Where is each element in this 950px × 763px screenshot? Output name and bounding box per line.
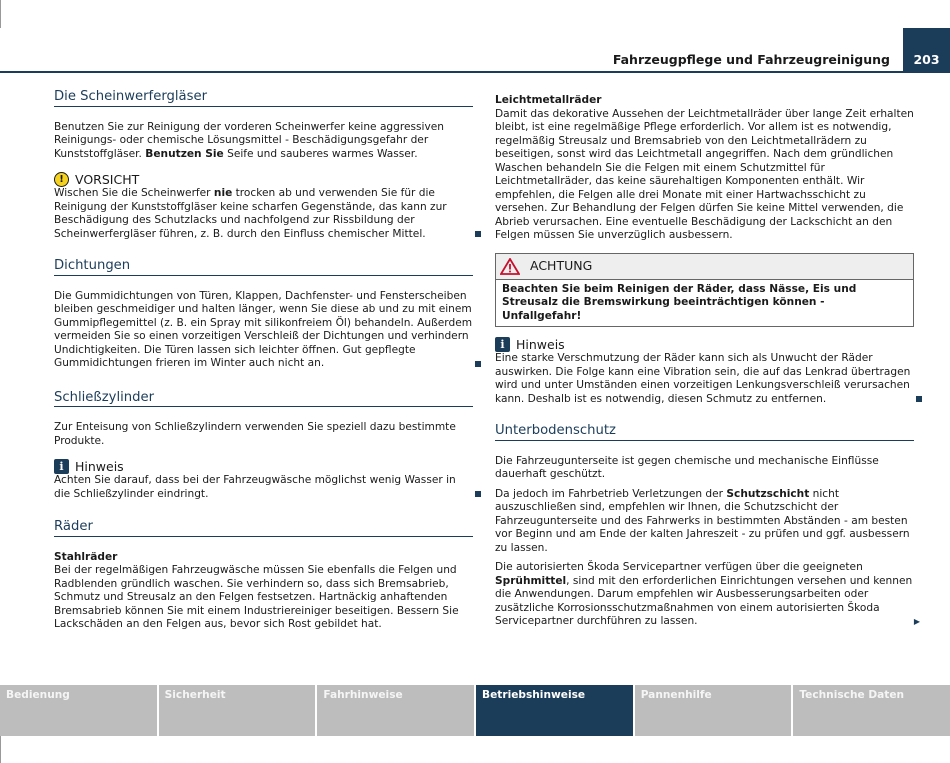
- section-end-marker: [475, 231, 481, 237]
- chapter-tab-betriebshinweise[interactable]: Betriebshinweise: [476, 685, 635, 736]
- info-icon: i: [495, 337, 510, 352]
- paragraph-leichtmetallraeder: Damit das dekorative Aussehen der Leichtmetallräder über lange Zeit erhalten bleibt, ist eine regelmäßige Pflege erforderlich. Vor allem ist es notwendig, regelmäßig Streusalz und Bremsabrieb von den Leichtmetallrädern zu beseitigen, sonst wird das Leichtmetall angegriffen. Nach dem gründlichen Waschen behandeln Sie die Felgen mit einem Schutzmittel für Leichtmetallräder, das keine säurehaltigen Komponenten enthält. Wir empfehlen, die Felgen alle drei Monate mit einer Hartwachsschicht zu versehen. Zur Behandlung der Felgen dürfen Sie keine Mittel verwenden, die Abrieb verursachen. Eine eventuelle Beschädigung der Lackschicht an den Felgen müssen Sie unverzüglich ausbessern.: [495, 107, 914, 241]
- caution-icon: !: [54, 172, 69, 187]
- chapter-title: Fahrzeugpflege und Fahrzeugreinigung: [612, 52, 890, 67]
- section-heading-unterbodenschutz: Unterbodenschutz: [495, 424, 914, 441]
- bold-run: Benutzen Sie: [145, 147, 224, 160]
- chapter-tab-fahrhinweise[interactable]: Fahrhinweise: [317, 685, 476, 736]
- section-heading-raeder: Räder: [54, 520, 473, 537]
- section-end-marker: [475, 491, 481, 497]
- left-column: [54, 90, 473, 632]
- warning-box: [495, 253, 914, 328]
- info-icon: i: [54, 459, 69, 474]
- warning-text: Beachten Sie beim Reinigen der Räder, dass Nässe, Eis und Streusalz die Bremswirkung beeinträchtigen können - Unfallgefahr!: [502, 282, 857, 322]
- note-text: [495, 352, 914, 406]
- bold-run: Schutzschicht: [726, 487, 810, 500]
- warning-title: ACHTUNG: [530, 258, 593, 274]
- section-end-marker: [916, 396, 922, 402]
- text-run: Achten Sie darauf, dass bei der Fahrzeugwäsche möglichst wenig Wasser in die Schließzylinder eindringt.: [54, 474, 456, 500]
- bold-run: Sprühmittel: [495, 574, 567, 587]
- subheading-leichtmetallraeder: Leichtmetallräder: [495, 94, 602, 106]
- paragraph-unterboden-1: Die Fahrzeugunterseite ist gegen chemische und mechanische Einflüsse dauerhaft geschützt.: [495, 454, 879, 480]
- text-run: Da jedoch im Fahrbetrieb Verletzungen der: [495, 487, 727, 500]
- section-heading-scheinwerfer: Die Scheinwerfergläser: [54, 90, 473, 107]
- text-run: Seife und sauberes warmes Wasser.: [223, 147, 418, 160]
- page-number: 203: [903, 28, 950, 73]
- caution-header: [54, 172, 473, 187]
- chapter-tab-pannenhilfe[interactable]: Pannenhilfe: [635, 685, 794, 736]
- note-title: Hinweis: [75, 458, 124, 474]
- caution-title: VORSICHT: [75, 171, 140, 187]
- text-run: Eine starke Verschmutzung der Räder kann sich als Unwucht der Räder auswirken. Die Folge kann eine Vibration sein, die auf das Lenkrad übertragen wird und unter Umständen einen vorzeitigen Lenkungsverschleiß verursachen kann. Deshalb ist es notwendig, diesen Schmutz zu entfernen.: [495, 352, 911, 405]
- text-run: Benutzen Sie zur Reinigung der vorderen Scheinwerfer keine aggressiven Reinigungs- oder chemische Lösungsmittel - Beschädigungsgefahr der Kunststoffgläser.: [54, 120, 445, 160]
- paragraph-unterboden-2: [495, 488, 914, 556]
- note-title: Hinweis: [516, 336, 565, 352]
- text-run: , sind mit den erforderlichen Einrichtungen versehen und kennen die Anwendungen. Darum empfehlen wir Ausbesserungsarbeiten oder zusätzliche Korrosionsschutzmaßnahmen von einem autorisierten Škoda Servicepartner durchführen zu lassen.: [495, 574, 913, 627]
- text-run: nicht auszuschließen sind, empfehlen wir Ihnen, die Schutzschicht der Fahrzeugunterseite und des Fahrwerks in bestimmten Abständen - am besten vor Beginn und am Ende der kalten Jahreszeit - zu prüfen und ggf. ausbessern zu lassen.: [495, 487, 910, 554]
- caution-text: [54, 187, 473, 241]
- section-heading-schliesszylinder: Schließzylinder: [54, 391, 473, 408]
- chapter-tab-bedienung[interactable]: Bedienung: [0, 685, 159, 736]
- paragraph-unterboden-3: [495, 561, 920, 629]
- note-header: [54, 459, 473, 474]
- warning-triangle-icon: [500, 258, 520, 275]
- chapter-tab-technische-daten[interactable]: Technische Daten: [793, 685, 950, 736]
- note-header: [495, 337, 914, 352]
- section-end-marker: [475, 361, 481, 367]
- section-heading-dichtungen: Dichtungen: [54, 259, 473, 276]
- text-run: Die Gummidichtungen von Türen, Klappen, Dachfenster- und Fensterscheiben bleiben geschmeidiger und halten länger, wenn Sie diese ab und zu mit einem Gummipflegemittel (z. B. ein Spray mit silikonfreiem Öl) behandeln. Außerdem vermeiden Sie so einen vorzeitigen Verschleiß der Dichtungen und verhindern Undichtigkeiten. Die Türen lassen sich leichter öffnen. Gut gepflegte Gummidichtungen frieren im Winter auch nicht an.: [54, 289, 473, 369]
- chapter-navigation: [0, 685, 950, 736]
- warning-header: [496, 254, 913, 280]
- text-run: trocken ab und verwenden Sie für die Reinigung der Kunststoffgläser keine scharfen Gegenstände, das kann zur Beschädigung des Schutzlacks und nachfolgend zur Rissbildung der Scheinwerfergläser führen, z. B. durch den Einfluss chemischer Mittel.: [54, 187, 447, 240]
- note-text: [54, 474, 473, 501]
- bold-run: nie: [213, 187, 233, 199]
- subheading-stahlraeder: Stahlräder: [54, 550, 118, 563]
- chapter-tab-sicherheit[interactable]: Sicherheit: [159, 685, 318, 736]
- header-rule: [0, 71, 903, 73]
- paragraph-schliesszylinder: Zur Enteisung von Schließzylindern verwenden Sie speziell dazu bestimmte Produkte.: [54, 421, 456, 447]
- right-column: [495, 94, 920, 629]
- text-run: Wischen Sie die Scheinwerfer: [54, 187, 214, 199]
- paragraph-scheinwerfer: [54, 121, 473, 162]
- text-run: Die autorisierten Škoda Servicepartner verfügen über die geeigneten: [495, 561, 863, 573]
- paragraph-stahlraeder: Bei der regelmäßigen Fahrzeugwäsche müssen Sie ebenfalls die Felgen und Radblenden gründlich waschen. Sie verhindern so, dass sich Bremsabrieb, Schmutz und Streusalz an den Felgen festsetzen. Hartnäckig anhaftenden Bremsabrieb können Sie mit einem Industriereiniger beseitigen. Bessern Sie Lackschäden an den Felgen aus, bevor sich Rost gebildet hat.: [54, 564, 459, 630]
- crop-mark: [0, 0, 1, 28]
- paragraph-dichtungen: [54, 290, 473, 371]
- crop-mark: [0, 736, 1, 763]
- continue-arrow-icon: ▶: [913, 617, 920, 626]
